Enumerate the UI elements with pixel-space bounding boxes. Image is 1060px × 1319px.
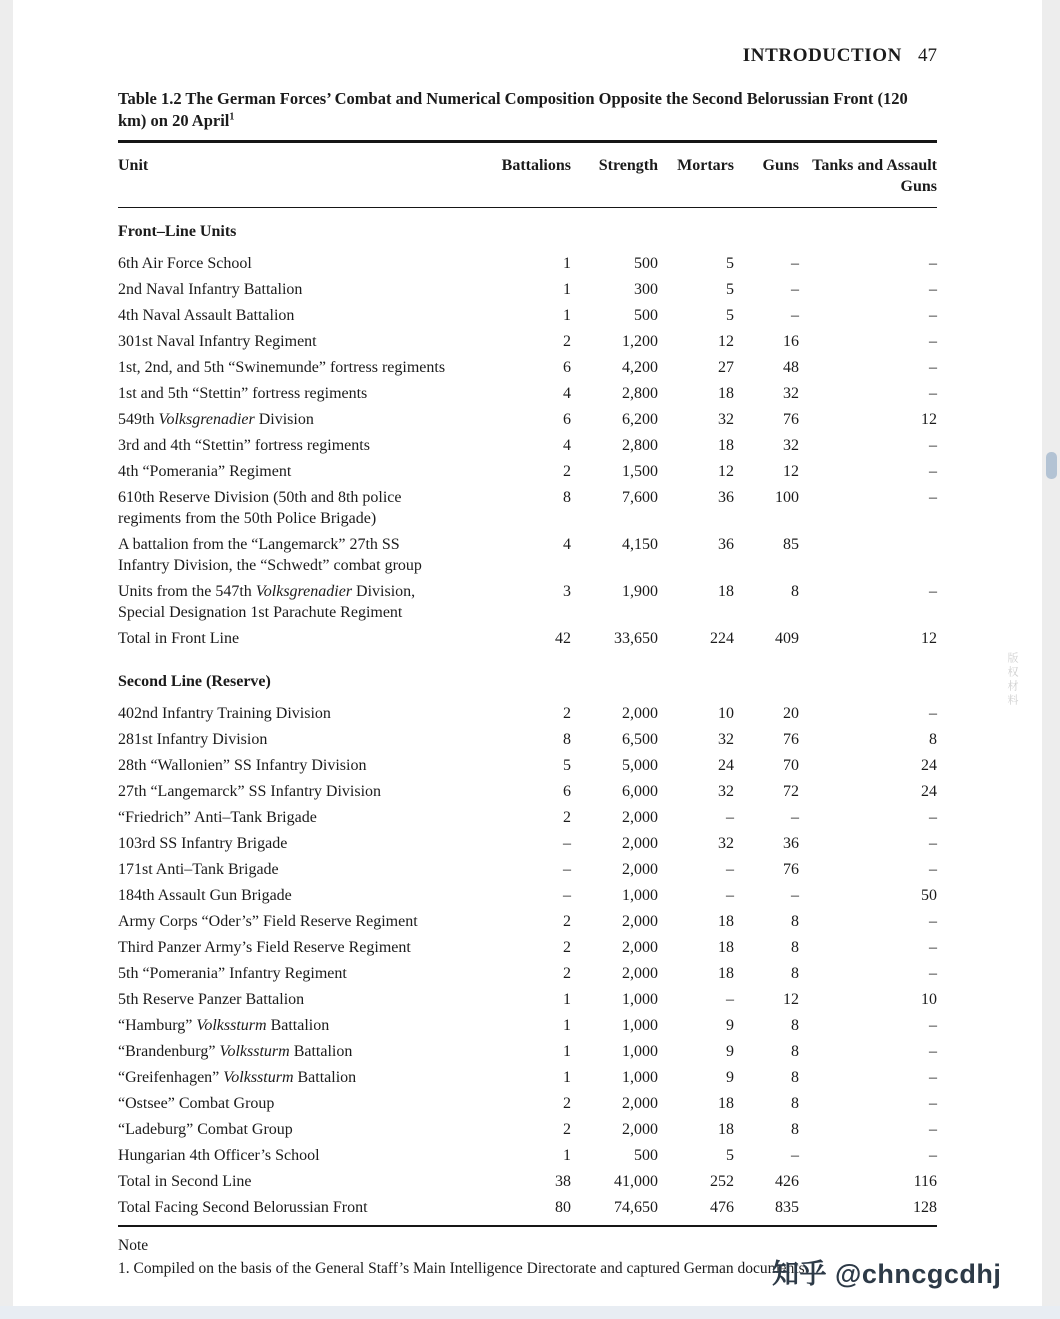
tanks-cell: – <box>929 280 937 298</box>
strength-cell: 33,650 <box>614 629 658 647</box>
page-number: 47 <box>918 45 937 66</box>
mortars-cell: 9 <box>726 1068 734 1086</box>
unit-cell: 28th “Wallonien” SS Infantry Division <box>118 756 367 774</box>
strength-cell: 6,200 <box>622 410 658 428</box>
strength-cell: 1,200 <box>622 332 658 350</box>
battalions-cell: 2 <box>563 704 571 722</box>
unit-cell: 402nd Infantry Training Division <box>118 704 331 722</box>
mortars-cell: 12 <box>718 462 734 480</box>
unit-cell: 184th Assault Gun Brigade <box>118 886 292 904</box>
table-title-text: Table 1.2 The German Forces’ Combat and Numerical Composition Opposite the Second Belorussian Front (120 km) on 20 April <box>118 89 908 130</box>
guns-cell: 76 <box>783 730 799 748</box>
unit-cell: Army Corps “Oder’s” Field Reserve Regiment <box>118 912 418 930</box>
table-title <box>118 88 937 131</box>
unit-cell: 171st Anti–Tank Brigade <box>118 860 279 878</box>
guns-cell: – <box>791 886 799 904</box>
guns-cell: 8 <box>791 1016 799 1034</box>
unit-cell: A battalion from the “Langemarck” 27th SS Infantry Division, the “Schwedt” combat group <box>118 535 422 574</box>
unit-cell: 5th Reserve Panzer Battalion <box>118 990 305 1008</box>
battalions-cell: – <box>563 886 571 904</box>
tanks-cell: – <box>929 1042 937 1060</box>
unit-cell: Third Panzer Army’s Field Reserve Regiment <box>118 938 411 956</box>
table-row <box>118 856 937 882</box>
section-heading: Front–Line Units <box>118 223 237 240</box>
guns-cell: 76 <box>783 410 799 428</box>
tanks-cell: 50 <box>921 886 937 904</box>
mortars-cell: 36 <box>718 535 734 553</box>
battalions-cell: 2 <box>563 912 571 930</box>
mortars-cell: 5 <box>726 306 734 324</box>
battalions-cell: 2 <box>563 964 571 982</box>
page-right-margin <box>1042 0 1060 1319</box>
strength-cell: 2,000 <box>622 1120 658 1138</box>
guns-cell: 8 <box>791 1068 799 1086</box>
unit-cell: 610th Reserve Division (50th and 8th police regiments from the 50th Police Brigade) <box>118 488 402 527</box>
tanks-cell: 116 <box>913 1172 937 1190</box>
strength-cell: 2,000 <box>622 704 658 722</box>
table-title-footnote-ref: 1 <box>229 111 235 122</box>
unit-cell: 4th “Pomerania” Regiment <box>118 462 292 480</box>
battalions-cell: 1 <box>563 306 571 324</box>
table-row <box>118 778 937 804</box>
unit-cell: Hungarian 4th Officer’s School <box>118 1146 320 1164</box>
mortars-cell: 32 <box>718 782 734 800</box>
unit-cell: “Greifenhagen” Volkssturm Battalion <box>118 1068 357 1086</box>
mortars-cell: 18 <box>718 436 734 454</box>
mortars-cell: 5 <box>726 1146 734 1164</box>
mortars-cell: – <box>726 808 734 826</box>
guns-cell: 36 <box>783 834 799 852</box>
table-row <box>118 934 937 960</box>
guns-cell: 8 <box>791 1094 799 1112</box>
guns-cell: 16 <box>783 332 799 350</box>
unit-cell: 549th Volksgrenadier Division <box>118 410 314 428</box>
scrollbar-thumb[interactable] <box>1046 452 1057 479</box>
strength-cell: 5,000 <box>622 756 658 774</box>
running-title: INTRODUCTION <box>742 45 902 66</box>
tanks-cell: – <box>929 1068 937 1086</box>
battalions-cell: 6 <box>563 410 571 428</box>
battalions-cell: 42 <box>555 629 571 647</box>
guns-cell: 32 <box>783 436 799 454</box>
tanks-cell: – <box>929 964 937 982</box>
tanks-cell: – <box>929 488 937 506</box>
tanks-cell: – <box>929 1146 937 1164</box>
tanks-cell: 8 <box>929 730 937 748</box>
mortars-cell: 36 <box>718 488 734 506</box>
table-row <box>118 354 937 380</box>
tanks-cell: 10 <box>921 990 937 1008</box>
strength-cell: 2,000 <box>622 912 658 930</box>
column-header-tanks: Tanks and Assault Guns <box>812 157 937 195</box>
tanks-cell: 24 <box>921 756 937 774</box>
battalions-cell: 2 <box>563 1094 571 1112</box>
table-row <box>118 804 937 830</box>
unit-cell: 103rd SS Infantry Brigade <box>118 834 288 852</box>
guns-cell: 8 <box>791 1120 799 1138</box>
mortars-cell: – <box>726 860 734 878</box>
guns-cell: 835 <box>775 1198 799 1216</box>
table-row <box>118 908 937 934</box>
mortars-cell: 9 <box>726 1042 734 1060</box>
mortars-cell: 32 <box>718 410 734 428</box>
mortars-cell: 18 <box>718 1094 734 1112</box>
tanks-cell: – <box>929 938 937 956</box>
column-header-battalions: Battalions <box>501 157 571 174</box>
battalions-cell: 38 <box>555 1172 571 1190</box>
battalions-cell: 6 <box>563 782 571 800</box>
unit-cell: 1st and 5th “Stettin” fortress regiments <box>118 384 368 402</box>
table-row <box>118 276 937 302</box>
table-row <box>118 625 937 651</box>
strength-cell: 1,000 <box>622 1042 658 1060</box>
strength-cell: 1,000 <box>622 990 658 1008</box>
note-text: 1. Compiled on the basis of the General Staff’s Main Intelligence Directorate and captured German documents. <box>118 1260 809 1277</box>
battalions-cell: 1 <box>563 1016 571 1034</box>
guns-cell: 70 <box>783 756 799 774</box>
unit-cell: Total in Front Line <box>118 629 240 647</box>
tanks-cell: – <box>929 860 937 878</box>
mortars-cell: 476 <box>710 1198 734 1216</box>
strength-cell: 500 <box>634 254 658 272</box>
strength-cell: 500 <box>634 1146 658 1164</box>
guns-cell: – <box>791 1146 799 1164</box>
strength-cell: 1,500 <box>622 462 658 480</box>
mortars-cell: – <box>726 886 734 904</box>
mortars-cell: 18 <box>718 582 734 600</box>
unit-cell: 1st, 2nd, and 5th “Swinemunde” fortress regiments <box>118 358 446 376</box>
strength-cell: 1,000 <box>622 886 658 904</box>
mortars-cell: 32 <box>718 834 734 852</box>
strength-cell: 41,000 <box>614 1172 658 1190</box>
strength-cell: 300 <box>634 280 658 298</box>
tanks-cell: – <box>929 384 937 402</box>
bottom-band <box>0 1306 1060 1319</box>
table-row <box>118 700 937 726</box>
table-row <box>118 406 937 432</box>
tanks-cell: 12 <box>921 629 937 647</box>
unit-cell: 2nd Naval Infantry Battalion <box>118 280 303 298</box>
guns-cell: 76 <box>783 860 799 878</box>
strength-cell: 2,800 <box>622 436 658 454</box>
book-page <box>118 0 937 1279</box>
unit-cell: Total Facing Second Belorussian Front <box>118 1198 368 1216</box>
table-row <box>118 986 937 1012</box>
guns-cell: 100 <box>775 488 799 506</box>
mortars-cell: 18 <box>718 938 734 956</box>
table-bottom-rule <box>118 1225 937 1227</box>
tanks-cell: 12 <box>921 410 937 428</box>
unit-cell: 281st Infantry Division <box>118 730 268 748</box>
table-body <box>118 221 937 1220</box>
strength-cell: 4,200 <box>622 358 658 376</box>
zhihu-watermark: 知乎 @chncgcdhj <box>772 1259 1002 1289</box>
tanks-cell: – <box>929 254 937 272</box>
mortars-cell: 32 <box>718 730 734 748</box>
tanks-cell: – <box>929 1094 937 1112</box>
unit-cell: 4th Naval Assault Battalion <box>118 306 295 324</box>
table-row <box>118 1012 937 1038</box>
battalions-cell: 1 <box>563 254 571 272</box>
table-row <box>118 1142 937 1168</box>
tanks-cell: 128 <box>913 1198 937 1216</box>
battalions-cell: 2 <box>563 332 571 350</box>
mortars-cell: 5 <box>726 254 734 272</box>
guns-cell: 12 <box>783 462 799 480</box>
strength-cell: 2,000 <box>622 860 658 878</box>
strength-cell: 2,800 <box>622 384 658 402</box>
guns-cell: 32 <box>783 384 799 402</box>
unit-cell: “Brandenburg” Volkssturm Battalion <box>118 1042 353 1060</box>
mortars-cell: 12 <box>718 332 734 350</box>
tanks-cell: – <box>929 1120 937 1138</box>
tanks-cell: – <box>929 332 937 350</box>
guns-cell: 8 <box>791 582 799 600</box>
table-row <box>118 1064 937 1090</box>
guns-cell: – <box>791 306 799 324</box>
unit-cell: “Hamburg” Volkssturm Battalion <box>118 1016 330 1034</box>
tanks-cell: – <box>929 834 937 852</box>
table-column-headers <box>118 143 937 207</box>
battalions-cell: 1 <box>563 990 571 1008</box>
tanks-cell: – <box>929 1016 937 1034</box>
tanks-cell: – <box>929 306 937 324</box>
tanks-cell: – <box>929 704 937 722</box>
table-row <box>118 328 937 354</box>
guns-cell: 85 <box>783 535 799 553</box>
unit-cell: “Ladeburg” Combat Group <box>118 1120 293 1138</box>
strength-cell: 2,000 <box>622 1094 658 1112</box>
table-row <box>118 458 937 484</box>
guns-cell: 8 <box>791 912 799 930</box>
mortars-cell: 24 <box>718 756 734 774</box>
guns-cell: – <box>791 280 799 298</box>
battalions-cell: 5 <box>563 756 571 774</box>
guns-cell: 409 <box>775 629 799 647</box>
table-row <box>118 882 937 908</box>
note-label: Note <box>118 1237 149 1254</box>
unit-cell: 6th Air Force School <box>118 254 252 272</box>
mortars-cell: 18 <box>718 1120 734 1138</box>
column-header-guns: Guns <box>762 157 799 174</box>
column-header-unit: Unit <box>118 157 149 174</box>
strength-cell: 1,000 <box>622 1068 658 1086</box>
strength-cell: 2,000 <box>622 834 658 852</box>
header-rule <box>118 207 937 208</box>
battalions-cell: – <box>563 860 571 878</box>
guns-cell: 8 <box>791 938 799 956</box>
tanks-cell: – <box>929 912 937 930</box>
battalions-cell: 80 <box>555 1198 571 1216</box>
column-header-strength: Strength <box>598 157 658 174</box>
mortars-cell: 5 <box>726 280 734 298</box>
tanks-cell: – <box>929 436 937 454</box>
table-row <box>118 1168 937 1194</box>
battalions-cell: 2 <box>563 462 571 480</box>
section-heading: Second Line (Reserve) <box>118 673 271 690</box>
battalions-cell: 1 <box>563 280 571 298</box>
strength-cell: 500 <box>634 306 658 324</box>
battalions-cell: 4 <box>563 535 571 553</box>
mortars-cell: 224 <box>710 629 734 647</box>
strength-cell: 6,500 <box>622 730 658 748</box>
battalions-cell: 2 <box>563 1120 571 1138</box>
unit-cell: 301st Naval Infantry Regiment <box>118 332 317 350</box>
unit-cell: 3rd and 4th “Stettin” fortress regiments <box>118 436 370 454</box>
strength-cell: 6,000 <box>622 782 658 800</box>
battalions-cell: 2 <box>563 938 571 956</box>
guns-cell: 48 <box>783 358 799 376</box>
battalions-cell: 4 <box>563 436 571 454</box>
strength-cell: 1,900 <box>622 582 658 600</box>
strength-cell: 2,000 <box>622 964 658 982</box>
unit-cell: “Friedrich” Anti–Tank Brigade <box>118 808 317 826</box>
unit-cell: “Ostsee” Combat Group <box>118 1094 275 1112</box>
battalions-cell: 1 <box>563 1042 571 1060</box>
battalions-cell: 2 <box>563 808 571 826</box>
strength-cell: 2,000 <box>622 938 658 956</box>
running-head <box>118 0 937 68</box>
strength-cell: 4,150 <box>622 535 658 553</box>
table-row <box>118 531 937 578</box>
battalions-cell: 1 <box>563 1146 571 1164</box>
tanks-cell: – <box>929 582 937 600</box>
table-row <box>118 302 937 328</box>
mortars-cell: 27 <box>718 358 734 376</box>
table-row <box>118 960 937 986</box>
table-row <box>118 1116 937 1142</box>
table-row <box>118 1090 937 1116</box>
table-row <box>118 250 937 276</box>
strength-cell: 7,600 <box>622 488 658 506</box>
table-row <box>118 1038 937 1064</box>
battalions-cell: 6 <box>563 358 571 376</box>
table-row <box>118 380 937 406</box>
guns-cell: – <box>791 808 799 826</box>
battalions-cell: – <box>563 834 571 852</box>
mortars-cell: 10 <box>718 704 734 722</box>
page-left-margin <box>0 0 13 1319</box>
battalions-cell: 8 <box>563 730 571 748</box>
battalions-cell: 1 <box>563 1068 571 1086</box>
column-header-mortars: Mortars <box>677 157 734 174</box>
side-watermark: 版权材料 <box>1006 652 1018 708</box>
guns-cell: 8 <box>791 964 799 982</box>
guns-cell: 12 <box>783 990 799 1008</box>
guns-cell: 426 <box>775 1172 799 1190</box>
tanks-cell: – <box>929 358 937 376</box>
battalions-cell: 3 <box>563 582 571 600</box>
battalions-cell: 8 <box>563 488 571 506</box>
unit-cell: Units from the 547th Volksgrenadier Division, Special Designation 1st Parachute Regiment <box>118 582 416 621</box>
battalions-cell: 4 <box>563 384 571 402</box>
table-row <box>118 830 937 856</box>
table-row <box>118 752 937 778</box>
unit-cell: 5th “Pomerania” Infantry Regiment <box>118 964 347 982</box>
tanks-cell: – <box>929 462 937 480</box>
guns-cell: 20 <box>783 704 799 722</box>
mortars-cell: – <box>726 990 734 1008</box>
strength-cell: 1,000 <box>622 1016 658 1034</box>
mortars-cell: 18 <box>718 964 734 982</box>
strength-cell: 74,650 <box>614 1198 658 1216</box>
guns-cell: – <box>791 254 799 272</box>
unit-cell: 27th “Langemarck” SS Infantry Division <box>118 782 382 800</box>
unit-cell: Total in Second Line <box>118 1172 252 1190</box>
mortars-cell: 9 <box>726 1016 734 1034</box>
mortars-cell: 252 <box>710 1172 734 1190</box>
mortars-cell: 18 <box>718 912 734 930</box>
guns-cell: 8 <box>791 1042 799 1060</box>
table-row <box>118 1194 937 1220</box>
table-row <box>118 484 937 531</box>
table-row <box>118 578 937 625</box>
table-row <box>118 726 937 752</box>
table-row <box>118 432 937 458</box>
tanks-cell: – <box>929 808 937 826</box>
guns-cell: 72 <box>783 782 799 800</box>
mortars-cell: 18 <box>718 384 734 402</box>
strength-cell: 2,000 <box>622 808 658 826</box>
tanks-cell: 24 <box>921 782 937 800</box>
